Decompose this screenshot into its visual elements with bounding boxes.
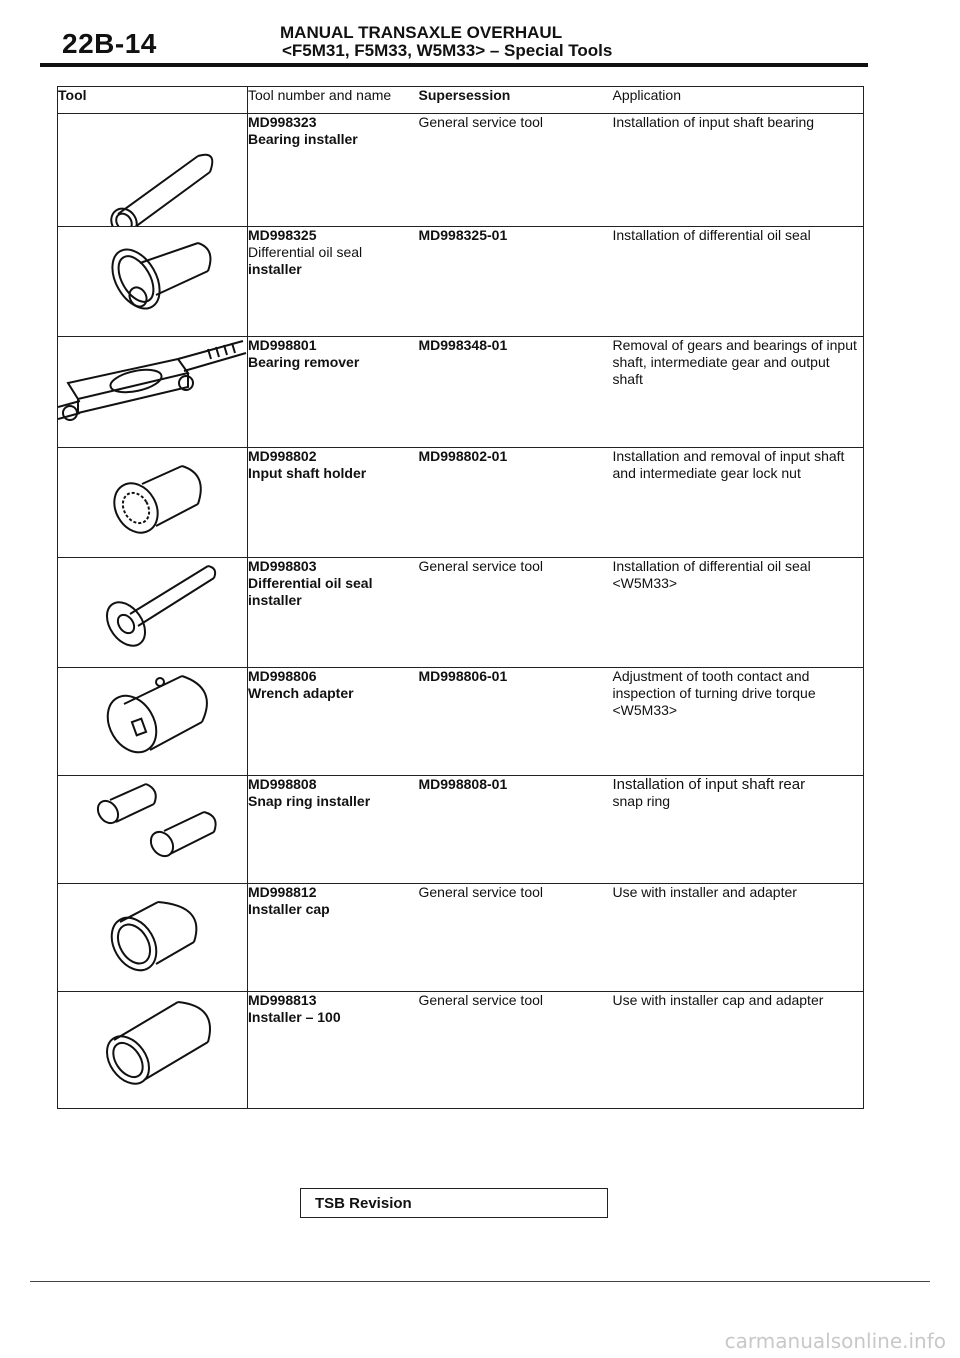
disc-installer-icon: [58, 558, 248, 666]
table-row: [58, 227, 864, 337]
tool-name: installer: [248, 261, 302, 277]
tool-number: MD998808: [248, 776, 317, 792]
tool-number: MD998323: [248, 114, 317, 130]
col-header-supersession: Supersession: [419, 87, 613, 114]
tool-illustration: [58, 337, 248, 448]
col-header-number-name: Tool number and name: [248, 87, 419, 114]
tool-supersession: General service tool: [419, 884, 613, 992]
table-row: [58, 448, 864, 558]
col-header-tool: Tool: [58, 87, 248, 114]
tool-illustration: [58, 668, 248, 776]
header-rule: [40, 63, 868, 67]
tsb-revision-label: TSB Revision: [315, 1195, 412, 1212]
table-row: [58, 558, 864, 668]
tool-name: Bearing installer: [248, 131, 358, 147]
flanged-installer-icon: [58, 227, 248, 335]
tool-supersession: General service tool: [419, 992, 613, 1109]
snap-ring-installer-icon: [58, 776, 248, 882]
tool-illustration: [58, 448, 248, 558]
splined-holder-icon: [58, 448, 248, 556]
table-row: [58, 884, 864, 992]
tool-application: Installation of input shaft rear: [612, 776, 806, 793]
footer-rule: [30, 1281, 930, 1282]
tool-supersession: MD998325-01: [418, 227, 508, 243]
tool-supersession: MD998802-01: [418, 448, 508, 464]
tool-number: MD998806: [248, 668, 317, 684]
tool-name: Input shaft holder: [248, 465, 367, 481]
special-tools-table: [57, 86, 864, 1109]
tool-number: MD998802: [248, 448, 317, 464]
wrench-adapter-icon: [58, 668, 248, 774]
table-row: [58, 114, 864, 227]
tool-illustration: [58, 884, 248, 992]
tool-application: Removal of gears and bearings of input shaft, intermediate gear and output shaft: [613, 337, 864, 448]
table-row: [58, 668, 864, 776]
tool-name: Installer cap: [248, 901, 330, 917]
tool-name: Snap ring installer: [248, 793, 371, 809]
col-header-application: Application: [613, 87, 864, 114]
tool-name: Bearing remover: [248, 354, 360, 370]
tool-illustration: [58, 227, 248, 337]
installer-cap-icon: [58, 884, 248, 990]
tool-supersession: General service tool: [419, 114, 613, 227]
table-row: [58, 337, 864, 448]
tool-name: installer: [248, 592, 302, 608]
page-title: MANUAL TRANSAXLE OVERHAUL: [280, 23, 563, 42]
tool-supersession: General service tool: [419, 558, 613, 668]
tsb-revision-box: [300, 1188, 608, 1218]
tool-application: Use with installer cap and adapter: [613, 992, 864, 1109]
installer-100-icon: [58, 992, 248, 1106]
tool-number: MD998325: [248, 227, 317, 243]
watermark: carmanualsonline.info: [724, 1329, 946, 1353]
tool-supersession: MD998808-01: [418, 776, 508, 792]
table-row: [58, 776, 864, 884]
tool-application: Installation of differential oil seal: [613, 227, 864, 337]
tool-number: MD998803: [248, 558, 317, 574]
tool-number: MD998801: [248, 337, 317, 353]
tool-name: Wrench adapter: [248, 685, 354, 701]
table-header-row: [58, 87, 864, 114]
tool-name: Differential oil seal: [248, 575, 373, 591]
tool-illustration: [58, 992, 248, 1109]
tool-application: Adjustment of tooth contact and inspection of turning drive torque <W5M33>: [613, 668, 864, 776]
bearing-separator-icon: [58, 337, 248, 447]
tool-application: Installation of input shaft bearing: [613, 114, 864, 227]
tube-icon: [58, 114, 248, 226]
tool-application: Installation of differential oil seal <W5M33>: [613, 558, 864, 668]
tool-name: Installer – 100: [248, 1009, 341, 1025]
tool-number: MD998813: [248, 992, 317, 1008]
table-row: [58, 992, 864, 1109]
tool-illustration: [58, 114, 248, 227]
tool-name: Differential oil seal: [248, 244, 363, 260]
page-number: 22B-14: [62, 28, 157, 59]
tool-application: Use with installer and adapter: [613, 884, 864, 992]
page-subtitle: <F5M31, F5M33, W5M33> – Special Tools: [282, 41, 613, 60]
tool-illustration: [58, 558, 248, 668]
tool-supersession: MD998806-01: [418, 668, 508, 684]
tool-application: Installation and removal of input shaft and intermediate gear lock nut: [613, 448, 864, 558]
tool-application: snap ring: [612, 793, 671, 809]
tool-supersession: MD998348-01: [418, 337, 508, 353]
tool-illustration: [58, 776, 248, 884]
tool-number: MD998812: [248, 884, 317, 900]
